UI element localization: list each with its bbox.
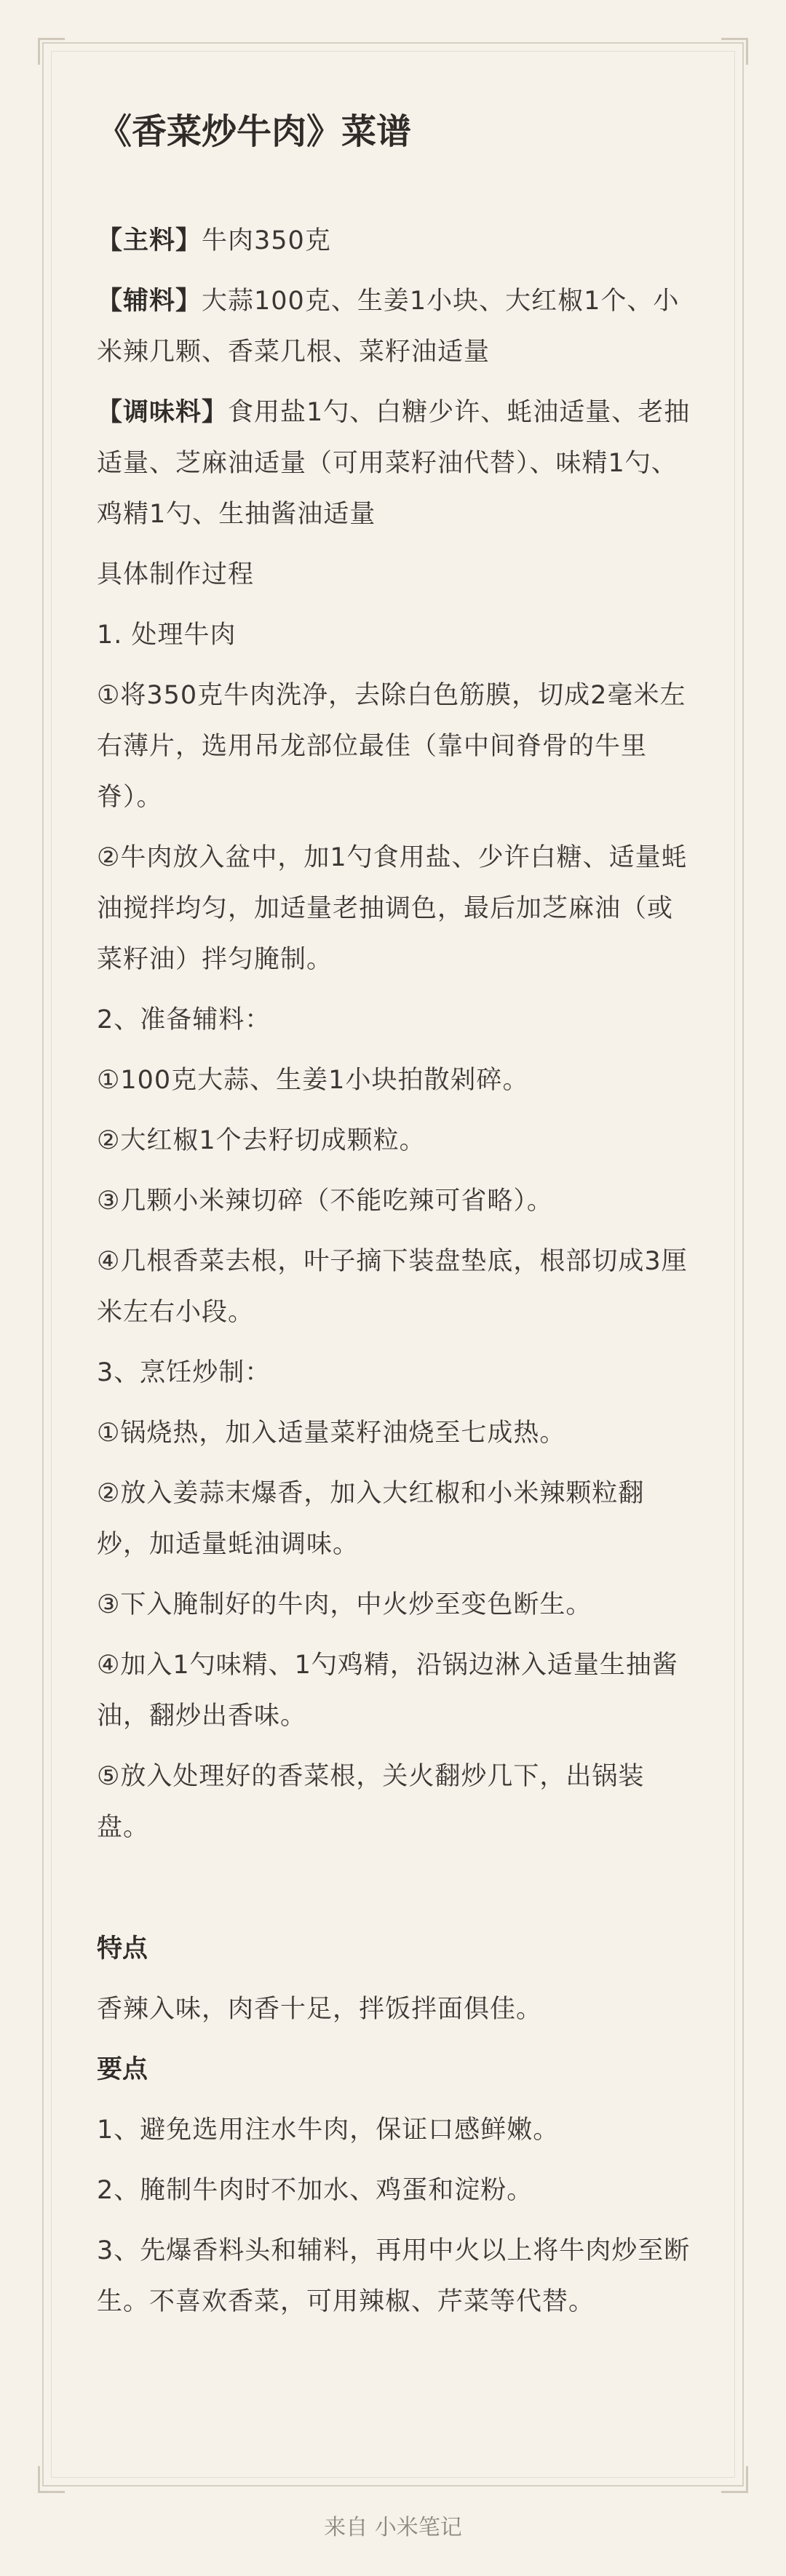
step: ③下入腌制好的牛肉，中火炒至变色断生。 xyxy=(97,1590,592,1620)
step: ①将350克牛肉洗净，去除白色筋膜，切成2毫米左右薄片，选用吊龙部位最佳（靠中间脊骨的牛里脊）。 xyxy=(97,681,686,813)
aux-ingredient-text: 大蒜100克、生姜1小块、大红椒1个、小米辣几颗、香菜几根、菜籽油适量 xyxy=(97,287,680,367)
step: ④几根香菜去根，叶子摘下装盘垫底，根部切成3厘米左右小段。 xyxy=(97,1247,688,1328)
spacer xyxy=(97,1862,694,1923)
section-title: 2、准备辅料： xyxy=(97,1005,271,1035)
step: ②放入姜蒜末爆香，加入大红椒和小米辣颗粒翻炒，加适量蚝油调味。 xyxy=(97,1479,645,1560)
step: ②大红椒1个去籽切成颗粒。 xyxy=(97,1126,426,1156)
page-title: 《香菜炒牛肉》菜谱 xyxy=(97,111,412,152)
step: ①100克大蒜、生姜1小块拍散剁碎。 xyxy=(97,1066,529,1096)
section-title: 1. 处理牛肉 xyxy=(97,621,237,650)
process-title: 具体制作过程 xyxy=(97,560,255,590)
tip-item: 2、腌制牛肉时不加水、鸡蛋和淀粉。 xyxy=(97,2176,533,2206)
aux-ingredient-label: 【辅料】 xyxy=(97,287,202,316)
step: ③几颗小米辣切碎（不能吃辣可省略）。 xyxy=(97,1187,553,1216)
corner-ornament xyxy=(721,38,748,65)
footer-source: 来自 小米笔记 xyxy=(324,2515,462,2540)
seasoning-text: 食用盐1勺、白糖少许、蚝油适量、老抽适量、芝麻油适量（可用菜籽油代替）、味精1勺、鸡精1勺、生抽酱油适量 xyxy=(97,398,691,530)
corner-ornament xyxy=(721,2466,748,2493)
corner-ornament xyxy=(38,2466,65,2493)
tip-item: 1、避免选用注水牛肉，保证口感鲜嫩。 xyxy=(97,2116,560,2145)
step: ①锅烧热，加入适量菜籽油烧至七成热。 xyxy=(97,1419,566,1448)
note-content xyxy=(97,109,694,2337)
features-heading: 特点 xyxy=(97,1934,148,1964)
tip-item: 3、先爆香料头和辅料，再用中火以上将牛肉炒至断生。不喜欢香菜，可用辣椒、芹菜等代替。 xyxy=(97,2236,691,2317)
step: ⑤放入处理好的香菜根，关火翻炒几下，出锅装盘。 xyxy=(97,1762,645,1843)
corner-ornament xyxy=(38,38,65,65)
section-title: 3、烹饪炒制： xyxy=(97,1358,271,1388)
seasoning xyxy=(97,387,694,540)
seasoning-label: 【调味料】 xyxy=(97,398,229,428)
tips-heading: 要点 xyxy=(97,2055,148,2085)
main-ingredient xyxy=(97,215,694,266)
aux-ingredient xyxy=(97,276,694,378)
features-text: 香辣入味，肉香十足，拌饭拌面俱佳。 xyxy=(97,1995,543,2025)
step: ④加入1勺味精、1勺鸡精，沿锅边淋入适量生抽酱油，翻炒出香味。 xyxy=(97,1651,678,1731)
main-ingredient-label: 【主料】 xyxy=(97,226,202,256)
main-ingredient-text: 牛肉350克 xyxy=(202,226,331,256)
step: ②牛肉放入盆中，加1勺食用盐、少许白糖、适量蚝油搅拌均匀，加适量老抽调色，最后加芝麻油（或菜籽油）拌匀腌制。 xyxy=(97,843,688,975)
